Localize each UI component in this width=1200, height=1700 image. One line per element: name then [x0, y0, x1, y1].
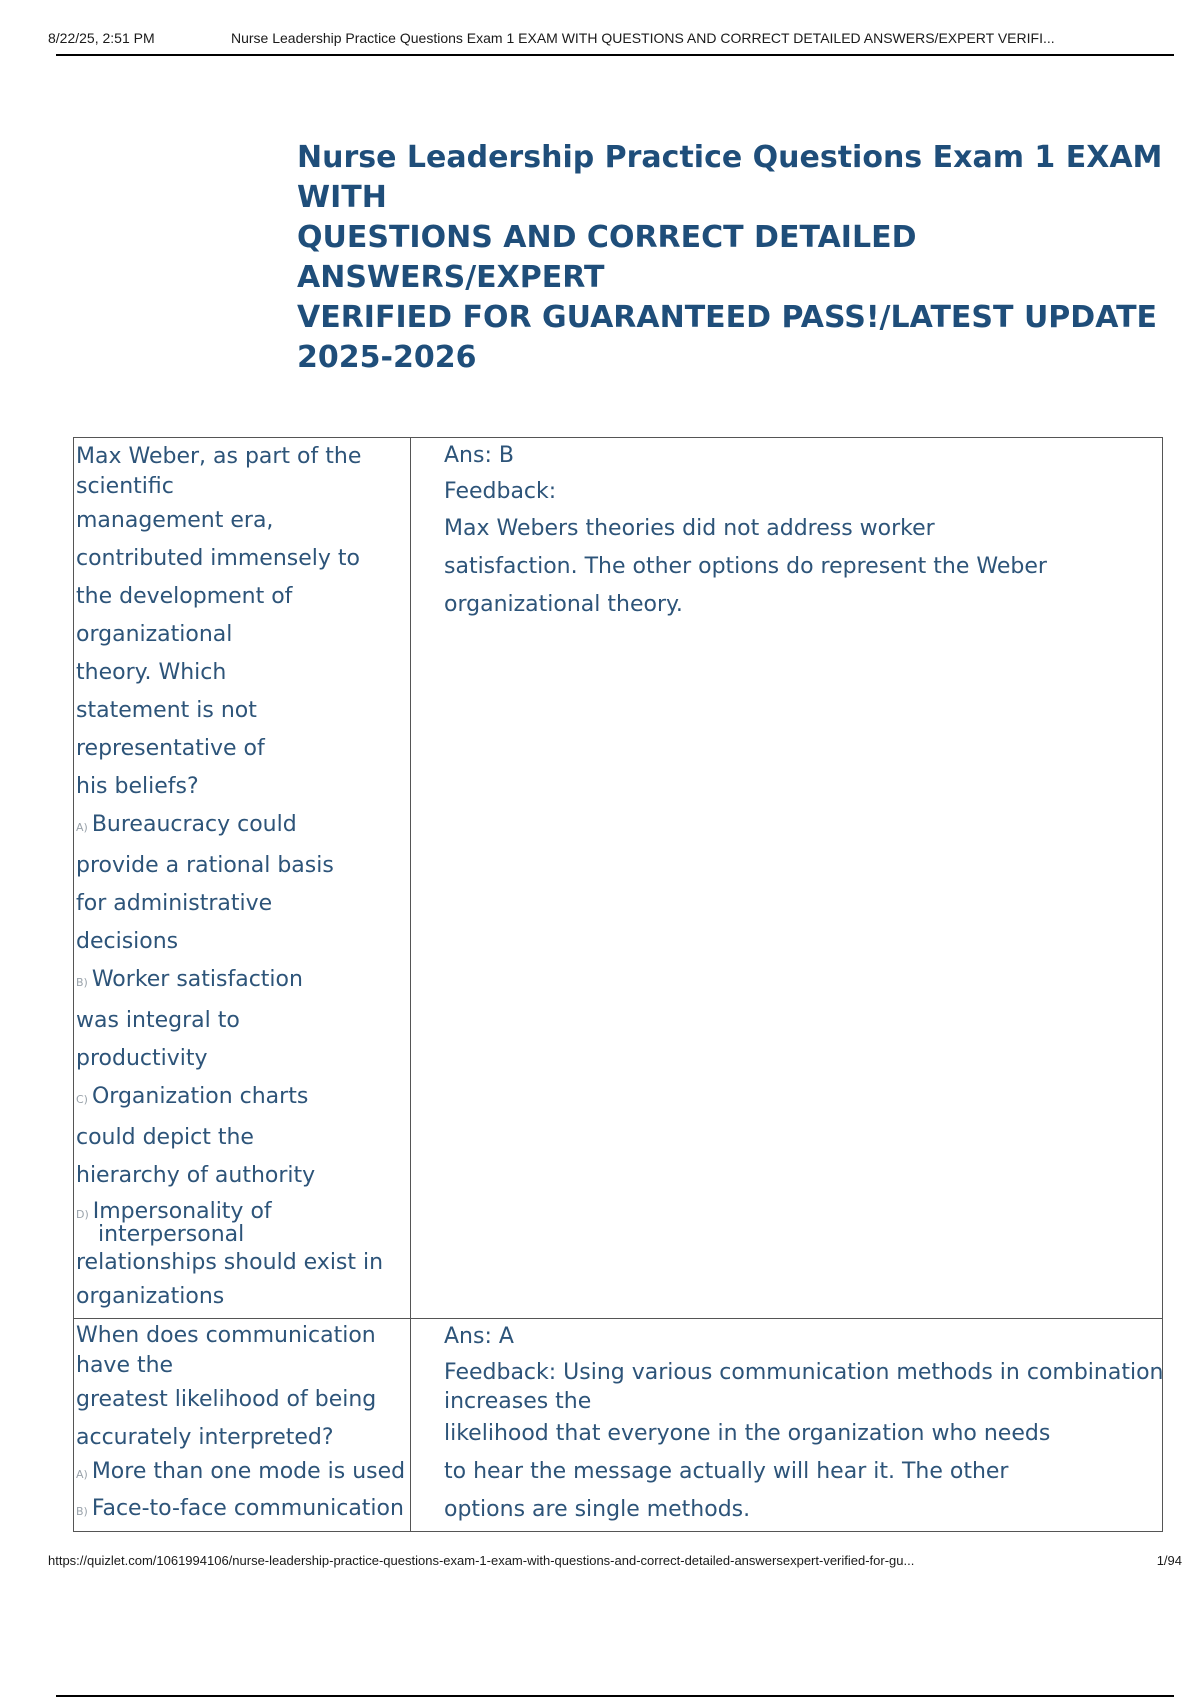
print-title: Nurse Leadership Practice Questions Exam 1 EXAM WITH QUESTIONS AND CORRECT DETAILED ANSWERS/EXPERT VERIFI...: [231, 30, 1055, 46]
question-line: organizational: [76, 622, 233, 647]
flashcard-row: [74, 438, 1163, 1319]
answer-cell: [411, 438, 1163, 1319]
feedback-line: options are single methods.: [444, 1497, 751, 1522]
option-text: Worker satisfaction: [91, 967, 303, 992]
option-letter: A): [76, 821, 88, 834]
page-url: https://quizlet.com/1061994106/nurse-leadership-practice-questions-exam-1-exam-with-questions-and-correct-detailed-answersexpert-verified-for-gu...: [48, 1553, 915, 1568]
option-letter: C): [76, 1093, 88, 1106]
feedback-line: increases the: [444, 1389, 592, 1414]
question-line: his beliefs?: [76, 774, 199, 799]
option-line: productivity: [76, 1046, 208, 1071]
question-line: scientific: [76, 474, 174, 499]
header-divider: [56, 54, 1174, 56]
option-text: Impersonality of: [92, 1199, 272, 1224]
question-line: Max Weber, as part of the: [76, 444, 362, 469]
option-line: was integral to: [76, 1008, 240, 1033]
option-b: [74, 1490, 410, 1531]
option-line: provide a rational basis: [76, 853, 334, 878]
page-number: 1/94: [1156, 1553, 1182, 1568]
document-title-line: Nurse Leadership Practice Questions Exam 1 EXAM WITH: [297, 140, 1163, 215]
question-line: greatest likelihood of being: [76, 1387, 377, 1412]
option-a: [74, 1457, 410, 1490]
question-line: management era,: [76, 508, 274, 533]
option-letter: D): [76, 1208, 89, 1221]
option-line: hierarchy of authority: [76, 1163, 316, 1188]
feedback-line: to hear the message actually will hear it. The other: [444, 1459, 1009, 1484]
feedback-label: Feedback: Using various communication methods in combination: [444, 1360, 1164, 1385]
flashcard-row: [74, 1319, 1163, 1532]
question-line: accurately interpreted?: [76, 1425, 334, 1450]
feedback-line: organizational theory.: [444, 592, 683, 617]
page-bottom-divider: [56, 1695, 1174, 1697]
document-title-line: QUESTIONS AND CORRECT DETAILED ANSWERS/EXPERT: [297, 220, 917, 295]
question-line: the development of: [76, 584, 293, 609]
flashcard-table: [73, 437, 1163, 1532]
question-cell: [74, 1319, 411, 1532]
option-b: [74, 961, 410, 1002]
feedback-label: Feedback:: [444, 479, 557, 504]
option-text: Face-to-face communication: [91, 1496, 404, 1521]
question-line: When does communication: [76, 1323, 376, 1348]
document-title: [297, 138, 1177, 378]
option-line: decisions: [76, 929, 179, 954]
option-letter: B): [76, 1505, 88, 1518]
feedback-line: satisfaction. The other options do represent the Weber: [444, 554, 1047, 579]
option-c: [74, 1078, 410, 1119]
question-cell: [74, 438, 411, 1319]
print-date: 8/22/25, 2:51 PM: [48, 30, 155, 46]
option-line: for administrative: [76, 891, 273, 916]
document-title-line: 2025-2026: [297, 340, 477, 375]
answer-key: Ans: B: [444, 443, 514, 468]
option-line: relationships should exist in: [76, 1250, 384, 1275]
option-text: More than one mode is used: [91, 1459, 406, 1484]
answer-cell: [411, 1319, 1163, 1532]
option-a: [74, 806, 410, 847]
document-title-line: VERIFIED FOR GUARANTEED PASS!/LATEST UPDATE: [297, 300, 1158, 335]
option-letter: A): [76, 1468, 88, 1481]
option-line: interpersonal: [98, 1222, 245, 1247]
option-text: Bureaucracy could: [91, 812, 297, 837]
answer-key: Ans: A: [444, 1324, 514, 1349]
feedback-line: Max Webers theories did not address worker: [444, 516, 935, 541]
option-text: Organization charts: [91, 1084, 309, 1109]
question-line: contributed immensely to: [76, 546, 360, 571]
question-line: theory. Which: [76, 660, 227, 685]
question-line: statement is not: [76, 698, 257, 723]
option-line: could depict the: [76, 1125, 254, 1150]
feedback-line: likelihood that everyone in the organization who needs: [444, 1421, 1051, 1446]
question-line: have the: [76, 1353, 174, 1378]
question-line: representative of: [76, 736, 265, 761]
option-letter: B): [76, 976, 88, 989]
option-line: organizations: [76, 1284, 225, 1309]
